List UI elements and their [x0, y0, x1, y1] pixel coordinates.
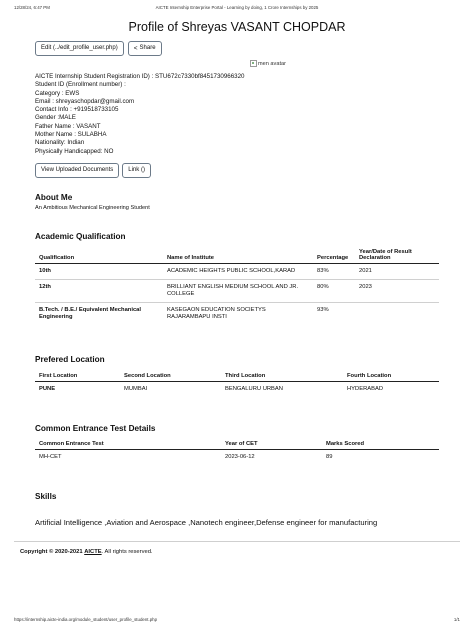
print-page-title: AICTE Internship Enterprise Portal - Learning by doing, 1 Crore Internships by 2025 [155, 5, 319, 10]
table-header: Year of CET [221, 439, 322, 450]
table-header: First Location [35, 371, 120, 382]
registration-id: AICTE Internship Student Registration ID) : STU672c7330bf8451730966320 [35, 73, 245, 80]
copyright-prefix: Copyright © 2020-2021 [20, 549, 83, 555]
table-header: Third Location [221, 371, 343, 382]
table-cell: 2021 [355, 264, 439, 280]
table-header-row [35, 247, 439, 264]
share-icon: < [133, 45, 138, 52]
table-header-row [35, 371, 439, 382]
table-row [35, 303, 439, 326]
category: Category : EWS [35, 89, 80, 97]
table-cell: 2023-06-12 [225, 454, 255, 460]
table-header: Qualification [35, 247, 163, 264]
table-cell: 12th [35, 280, 163, 303]
edit-profile-label: Edit (../edit_profile_user.php) [41, 45, 118, 51]
aicte-link[interactable]: AICTE [84, 549, 102, 555]
broken-image-icon [250, 60, 257, 67]
table-row [35, 280, 439, 303]
skills-heading: Skills [35, 492, 57, 501]
entrance-heading: Common Entrance Test Details [35, 424, 156, 433]
table-header: Common Entrance Test [35, 439, 221, 450]
print-datetime: 12/28/24, 6:47 PM [14, 5, 50, 10]
avatar-alt-text: men avatar [258, 60, 286, 67]
table-cell: HYDERABAD [347, 386, 384, 392]
table-cell: BRILLIANT ENGLISH MEDIUM SCHOOL AND JR. COLLEGE [163, 280, 313, 303]
location-table [35, 371, 439, 397]
father-name: Father Name : VASANT [35, 122, 101, 130]
page-title: Profile of Shreyas VASANT CHOPDAR [128, 20, 346, 34]
table-header-row [35, 439, 439, 450]
footer-divider [14, 541, 460, 542]
table-cell: 93% [317, 307, 329, 313]
table-row [35, 450, 439, 466]
email: Email : shreyaschopdar@gmail.com [35, 97, 135, 105]
entrance-table [35, 439, 439, 465]
about-heading: About Me [35, 193, 73, 202]
table-header: Marks Scored [322, 439, 439, 450]
table-cell: 83% [313, 264, 355, 280]
print-url: https://internship.aicte-india.org/module_student/user_profile_student.php [14, 617, 158, 622]
avatar [250, 60, 286, 67]
view-documents-label: View Uploaded Documents [41, 167, 114, 173]
table-row [35, 382, 439, 398]
view-documents-button[interactable] [35, 163, 119, 178]
physically-handicapped: Physically Handicapped: NO [35, 147, 114, 155]
copyright-suffix: . All rights reserved. [101, 549, 153, 555]
share-button[interactable] [128, 41, 162, 56]
about-text: An Ambitious Mechanical Engineering Student [35, 205, 150, 211]
table-header: Fourth Location [343, 371, 439, 382]
table-row [35, 264, 439, 280]
table-cell: MH-CET [39, 454, 62, 460]
skills-text: Artificial Intelligence ,Aviation and Aerospace ,Nanotech engineer,Defense engineer for manufacturing [35, 518, 378, 527]
student-id: Student ID (Enrollment number) : [35, 81, 126, 89]
table-cell [355, 303, 439, 326]
table-header: Name of Institute [163, 247, 313, 264]
table-cell: B.Tech. / B.E./ Equivalent Mechanical Engineering [39, 307, 142, 320]
table-header: Year/Date of Result Declaration [355, 247, 439, 264]
link-label: Link () [128, 167, 145, 173]
edit-profile-button[interactable] [35, 41, 124, 56]
share-label: Share [139, 45, 156, 51]
copyright [20, 549, 153, 555]
print-page-number: 1/1 [453, 617, 460, 622]
mother-name: Mother Name : SULABHA [35, 131, 107, 139]
table-cell: 10th [35, 264, 163, 280]
academic-heading: Academic Qualification [35, 232, 126, 241]
table-cell: PUNE [39, 386, 56, 392]
gender: Gender :MALE [35, 114, 76, 122]
table-cell: 80% [313, 280, 355, 303]
contact-info: Contact Info : +919518733105 [35, 106, 119, 114]
table-header: Second Location [120, 371, 221, 382]
nationality: Nationality: Indian [35, 139, 85, 147]
student-info [35, 73, 244, 156]
table-cell: 89 [326, 454, 333, 460]
table-header: Percentage [313, 247, 355, 264]
table-cell: 2023 [355, 280, 439, 303]
document-actions [35, 163, 151, 178]
table-cell: ACADEMIC HEIGHTS PUBLIC SCHOOL,KARAD [163, 264, 313, 280]
profile-actions [35, 41, 162, 56]
location-heading: Prefered Location [35, 355, 105, 364]
link-button[interactable] [122, 163, 151, 178]
academic-table [35, 247, 439, 325]
table-cell: MUMBAI [124, 386, 148, 392]
table-cell: KASEGAON EDUCATION SOCIETYS RAJARAMBAPU INSTI [167, 307, 266, 320]
table-cell: BENGALURU URBAN [225, 386, 283, 392]
